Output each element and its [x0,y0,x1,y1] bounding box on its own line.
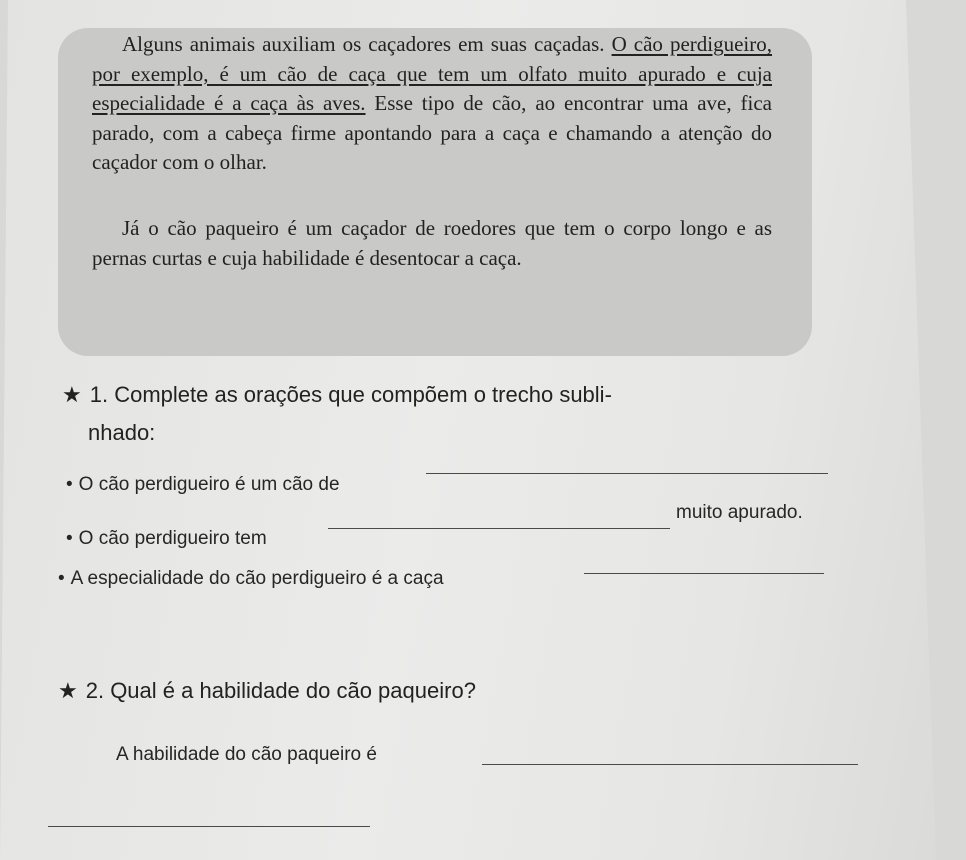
answer-blank-3[interactable] [584,573,824,574]
question-2-answer-prompt: A habilidade do cão paqueiro é [116,744,377,765]
paragraph-1-intro: Alguns animais auxiliam os caçadores em suas caçadas. [122,32,612,56]
answer-blank-4[interactable] [482,764,858,765]
reading-paragraph-1 [92,30,772,178]
reading-paragraph-2: Já o cão paqueiro é um caçador de roedores que tem o corpo longo e as pernas curtas e cuja habilidade é desentocar a caça. [92,216,772,270]
question-2-text: 2. Qual é a habilidade do cão paqueiro? [85,678,476,703]
question-1-title [62,382,612,408]
star-icon: ★ [62,382,82,407]
question-2-title [58,678,476,704]
bullet-icon: • [66,528,73,549]
star-icon: ★ [58,678,78,703]
bullet-icon: • [66,474,73,495]
answer-blank-5[interactable] [48,826,370,827]
item-3-text: A especialidade do cão perdigueiro é a caça [70,568,444,589]
bullet-icon: • [58,568,65,589]
question-1-text-line1: 1. Complete as orações que compõem o trecho subli- [89,382,612,407]
answer-blank-2[interactable] [328,528,670,529]
answer-blank-1[interactable] [426,473,828,474]
question-1-item-3 [58,568,444,590]
question-1-item-2 [66,528,267,550]
paragraph-1-rest: Esse tipo de cão, ao encontrar uma ave, fica parado, com a cabeça firme apontando para a caça e chamando a atenção do caçador com o olhar. [92,91,772,174]
item-2-ending: muito apurado. [676,502,803,523]
item-2-text: O cão perdigueiro tem [78,528,267,549]
question-1-item-1 [66,474,340,496]
item-1-text: O cão perdigueiro é um cão de [78,474,340,495]
underlined-passage: O cão perdigueiro, por exemplo, é um cão de caça que tem um olfato muito apurado e cuja especialidade é a caça às aves. [92,32,772,115]
question-1-text-line2: nhado: [88,420,156,445]
